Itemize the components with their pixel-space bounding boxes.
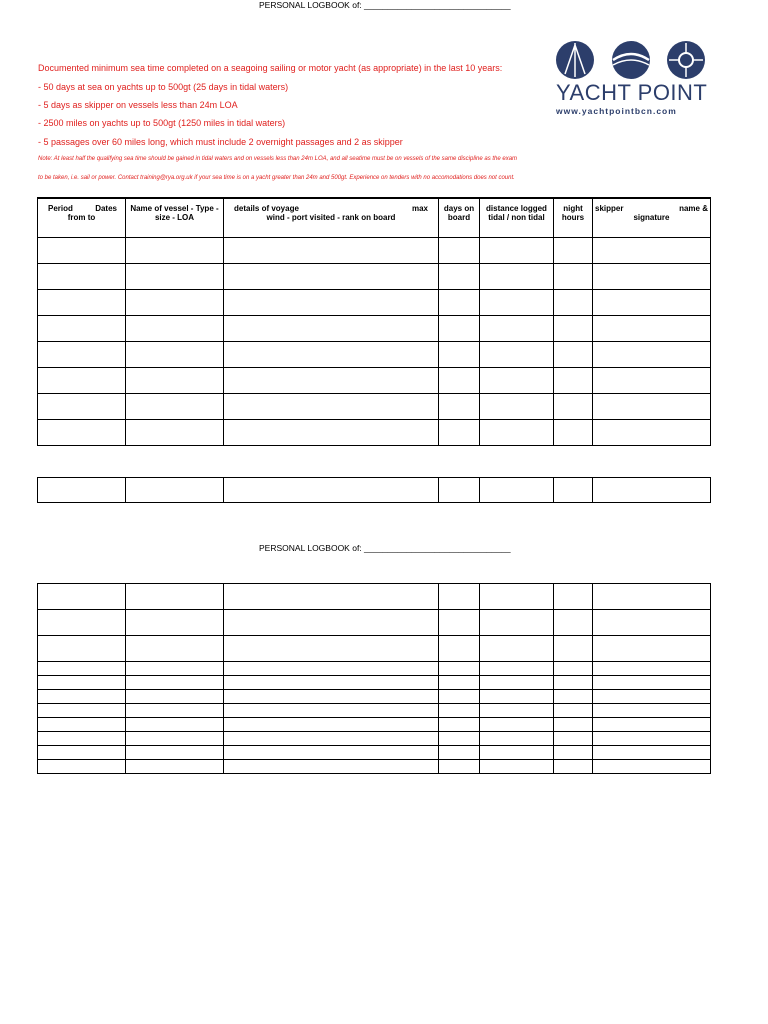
table-header-row	[38, 198, 711, 237]
table-row	[38, 237, 711, 263]
table-cell[interactable]	[480, 419, 554, 445]
table-cell[interactable]	[224, 315, 439, 341]
table-cell[interactable]	[554, 393, 593, 419]
table-cell[interactable]	[439, 419, 480, 445]
requirement-item: - 2500 miles on yachts up to 500gt (1250 miles in tidal waters)	[38, 118, 286, 128]
table-cell[interactable]	[480, 746, 554, 760]
table-cell[interactable]	[224, 367, 439, 393]
table-cell[interactable]	[480, 610, 554, 636]
table-cell[interactable]	[480, 662, 554, 676]
table-row	[38, 610, 711, 636]
table-cell[interactable]	[38, 393, 126, 419]
table-cell[interactable]	[439, 610, 480, 636]
table-cell[interactable]	[38, 341, 126, 367]
table-row	[38, 704, 711, 718]
table-cell[interactable]	[126, 662, 224, 676]
table-cell[interactable]	[126, 419, 224, 445]
table-cell[interactable]	[126, 760, 224, 774]
totals-table	[37, 477, 711, 503]
table-cell[interactable]	[126, 690, 224, 704]
table-cell[interactable]	[224, 704, 439, 718]
table-row	[38, 341, 711, 367]
table-cell[interactable]	[593, 367, 711, 393]
header-voyage: details of voyage max wind - port visited - rank on board	[224, 198, 439, 237]
table-cell[interactable]	[439, 315, 480, 341]
table-cell[interactable]	[126, 746, 224, 760]
table-cell[interactable]	[480, 393, 554, 419]
table-cell[interactable]	[593, 718, 711, 732]
page-title: PERSONAL LOGBOOK of: _______________________________	[259, 543, 511, 553]
table-cell[interactable]	[38, 662, 126, 676]
table-row	[38, 676, 711, 690]
header-days: days on board	[439, 198, 480, 237]
table-cell[interactable]	[224, 393, 439, 419]
table-cell[interactable]	[439, 341, 480, 367]
table-cell[interactable]	[439, 690, 480, 704]
table-cell[interactable]	[38, 584, 126, 610]
table-cell[interactable]	[593, 263, 711, 289]
table-cell[interactable]	[224, 237, 439, 263]
table-cell[interactable]	[554, 636, 593, 662]
requirement-item: - 5 days as skipper on vessels less than 24m LOA	[38, 100, 238, 110]
logbook-table-2	[37, 583, 711, 774]
table-cell[interactable]	[593, 237, 711, 263]
table-cell[interactable]	[38, 760, 126, 774]
table-cell[interactable]	[38, 263, 126, 289]
table-cell[interactable]	[126, 732, 224, 746]
table-row	[38, 732, 711, 746]
header-night: night hours	[554, 198, 593, 237]
table-cell[interactable]	[554, 746, 593, 760]
table-cell[interactable]	[126, 263, 224, 289]
table-cell[interactable]	[480, 263, 554, 289]
table-cell[interactable]	[224, 419, 439, 445]
table-cell[interactable]	[439, 584, 480, 610]
table-cell[interactable]	[480, 341, 554, 367]
table-cell[interactable]	[554, 237, 593, 263]
logbook-table	[37, 197, 711, 446]
table-cell[interactable]	[38, 732, 126, 746]
table-cell[interactable]	[554, 478, 593, 503]
table-cell[interactable]	[554, 718, 593, 732]
requirements-note: Note: At least half the qualifying sea time should be gained in tidal waters and on vessels less than 24m LOA, and all seatime must be on vessels of the same discipline as the exam	[38, 156, 518, 162]
table-cell[interactable]	[480, 237, 554, 263]
table-cell[interactable]	[480, 760, 554, 774]
logo-url: www.yachtpointbcn.com	[556, 106, 677, 116]
table-cell[interactable]	[554, 341, 593, 367]
table-row	[38, 718, 711, 732]
table-cell[interactable]	[126, 676, 224, 690]
table-cell[interactable]	[593, 662, 711, 676]
table-cell[interactable]	[38, 690, 126, 704]
table-cell[interactable]	[224, 263, 439, 289]
table-cell[interactable]	[126, 718, 224, 732]
table-cell[interactable]	[593, 690, 711, 704]
table-cell[interactable]	[593, 676, 711, 690]
table-cell[interactable]	[126, 610, 224, 636]
table-row	[38, 662, 711, 676]
page-title: PERSONAL LOGBOOK of: _______________________________	[259, 0, 511, 10]
header-vessel: Name of vessel - Type - size - LOA	[126, 198, 224, 237]
yacht-point-logo	[555, 40, 707, 120]
requirement-item: - 5 passages over 60 miles long, which must include 2 overnight passages and 2 as skipper	[38, 137, 403, 147]
table-cell[interactable]	[126, 289, 224, 315]
table-cell[interactable]	[593, 732, 711, 746]
table-cell[interactable]	[38, 289, 126, 315]
table-cell[interactable]	[554, 662, 593, 676]
table-cell[interactable]	[593, 610, 711, 636]
table-cell[interactable]	[554, 584, 593, 610]
table-cell[interactable]	[224, 690, 439, 704]
table-cell[interactable]	[439, 478, 480, 503]
table-cell[interactable]	[480, 584, 554, 610]
table-cell[interactable]	[593, 584, 711, 610]
table-cell[interactable]	[480, 636, 554, 662]
table-cell[interactable]	[439, 746, 480, 760]
table-cell[interactable]	[554, 732, 593, 746]
table-cell[interactable]	[593, 341, 711, 367]
table-cell[interactable]	[38, 315, 126, 341]
table-cell[interactable]	[554, 419, 593, 445]
table-cell[interactable]	[439, 662, 480, 676]
table-cell[interactable]	[439, 760, 480, 774]
table-cell[interactable]	[224, 341, 439, 367]
table-row	[38, 367, 711, 393]
header-skipper: skipper name & signature	[593, 198, 711, 237]
table-cell[interactable]	[480, 704, 554, 718]
table-cell[interactable]	[439, 676, 480, 690]
table-cell[interactable]	[593, 478, 711, 503]
table-cell[interactable]	[38, 676, 126, 690]
requirement-item: - 50 days at sea on yachts up to 500gt (25 days in tidal waters)	[38, 82, 289, 92]
header-period: Period Dates from to	[38, 198, 126, 237]
table-cell[interactable]	[126, 237, 224, 263]
table-cell[interactable]	[439, 393, 480, 419]
table-cell[interactable]	[38, 478, 126, 503]
table-cell[interactable]	[593, 315, 711, 341]
table-cell[interactable]	[224, 676, 439, 690]
table-cell[interactable]	[38, 419, 126, 445]
table-cell[interactable]	[554, 690, 593, 704]
table-cell[interactable]	[439, 732, 480, 746]
table-cell[interactable]	[224, 584, 439, 610]
table-row	[38, 746, 711, 760]
table-cell[interactable]	[439, 718, 480, 732]
table-cell[interactable]	[480, 690, 554, 704]
table-cell[interactable]	[126, 315, 224, 341]
table-cell[interactable]	[224, 610, 439, 636]
logo-emblem-icon	[555, 40, 707, 82]
table-row	[38, 690, 711, 704]
table-row	[38, 636, 711, 662]
table-row	[38, 315, 711, 341]
table-cell[interactable]	[439, 367, 480, 393]
table-cell[interactable]	[38, 610, 126, 636]
table-cell[interactable]	[554, 289, 593, 315]
table-cell[interactable]	[554, 315, 593, 341]
table-cell[interactable]	[224, 478, 439, 503]
table-row	[38, 289, 711, 315]
table-row	[38, 760, 711, 774]
table-cell[interactable]	[439, 704, 480, 718]
table-cell[interactable]	[439, 289, 480, 315]
table-cell[interactable]	[224, 718, 439, 732]
table-cell[interactable]	[224, 760, 439, 774]
table-cell[interactable]	[480, 478, 554, 503]
table-cell[interactable]	[593, 419, 711, 445]
table-row	[38, 263, 711, 289]
table-row	[38, 419, 711, 445]
table-row	[38, 584, 711, 610]
table-cell[interactable]	[554, 760, 593, 774]
table-cell[interactable]	[439, 636, 480, 662]
table-cell[interactable]	[38, 636, 126, 662]
table-cell[interactable]	[480, 676, 554, 690]
table-cell[interactable]	[593, 289, 711, 315]
table-cell[interactable]	[126, 636, 224, 662]
table-cell[interactable]	[126, 584, 224, 610]
table-cell[interactable]	[439, 237, 480, 263]
table-cell[interactable]	[480, 289, 554, 315]
table-cell[interactable]	[126, 341, 224, 367]
table-cell[interactable]	[554, 704, 593, 718]
table-cell[interactable]	[593, 704, 711, 718]
table-cell[interactable]	[593, 393, 711, 419]
requirements-note: to be taken, i.e. sail or power. Contact training@rya.org.uk if your sea time is on a yacht greater than 24m and 500gt. Experience on tenders with no accomodations does not count.	[38, 175, 515, 181]
table-cell[interactable]	[126, 478, 224, 503]
table-cell[interactable]	[593, 746, 711, 760]
header-distance: distance logged tidal / non tidal	[480, 198, 554, 237]
table-cell[interactable]	[224, 746, 439, 760]
table-cell[interactable]	[38, 237, 126, 263]
table-cell[interactable]	[224, 289, 439, 315]
table-cell[interactable]	[126, 704, 224, 718]
table-cell[interactable]	[126, 367, 224, 393]
table-cell[interactable]	[480, 315, 554, 341]
table-cell[interactable]	[554, 367, 593, 393]
table-cell[interactable]	[554, 676, 593, 690]
table-row	[38, 393, 711, 419]
table-cell[interactable]	[480, 718, 554, 732]
table-cell[interactable]	[593, 636, 711, 662]
table-cell[interactable]	[593, 760, 711, 774]
table-cell[interactable]	[439, 263, 480, 289]
requirements-heading: Documented minimum sea time completed on a seagoing sailing or motor yacht (as appropriate) in the last 10 years:	[38, 63, 503, 73]
table-cell[interactable]	[38, 367, 126, 393]
table-cell[interactable]	[554, 610, 593, 636]
logo-name: YACHT POINT	[556, 80, 708, 105]
table-cell[interactable]	[480, 367, 554, 393]
table-cell[interactable]	[224, 732, 439, 746]
table-cell[interactable]	[224, 662, 439, 676]
table-cell[interactable]	[38, 718, 126, 732]
table-cell[interactable]	[126, 393, 224, 419]
table-row	[38, 478, 711, 503]
table-cell[interactable]	[480, 732, 554, 746]
table-cell[interactable]	[38, 746, 126, 760]
table-cell[interactable]	[224, 636, 439, 662]
table-cell[interactable]	[38, 704, 126, 718]
table-cell[interactable]	[554, 263, 593, 289]
